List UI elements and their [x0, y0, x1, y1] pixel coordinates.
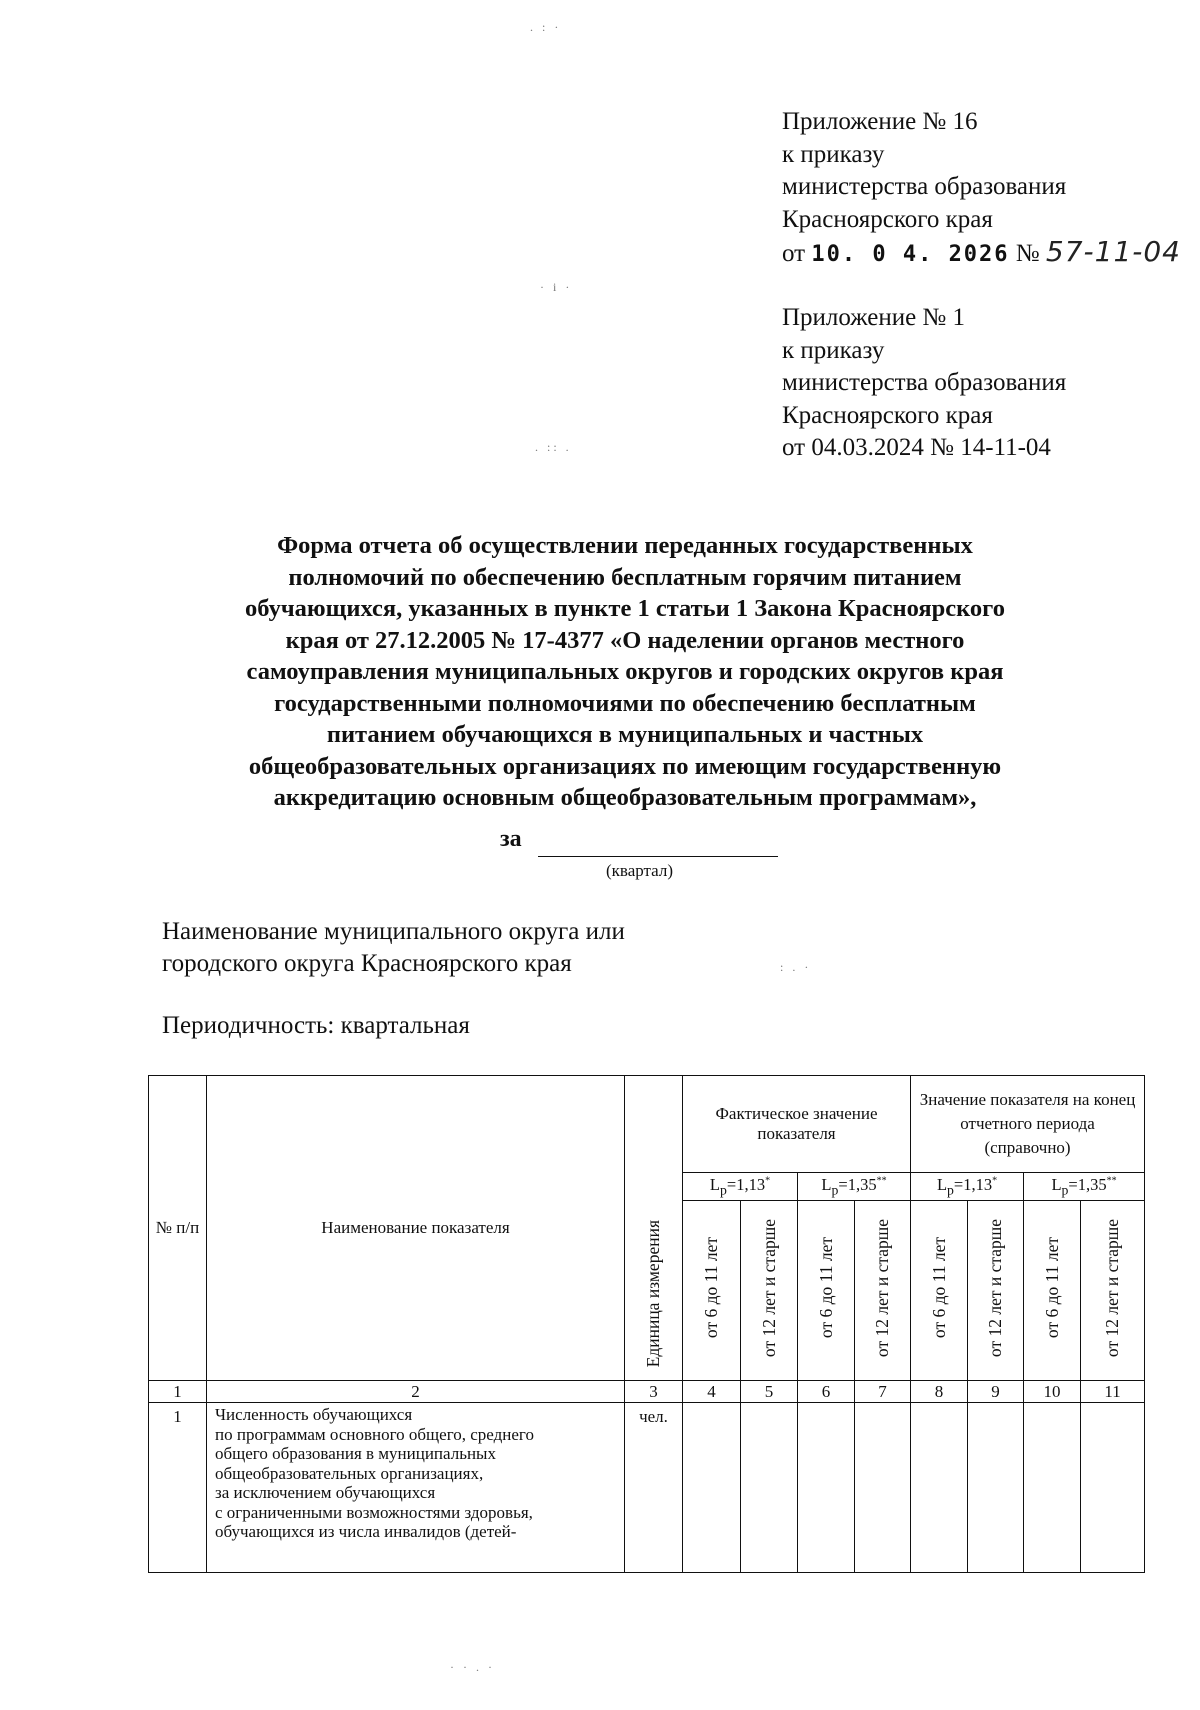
frequency-label: Периодичность: квартальная	[162, 1012, 470, 1039]
header-age-6-11: от 6 до 11 лет	[683, 1201, 741, 1381]
column-number: 8	[911, 1381, 968, 1403]
annex-current-date-line	[782, 236, 1181, 272]
header-age-12-plus: от 12 лет и старше	[1081, 1201, 1145, 1381]
value-cell[interactable]	[855, 1403, 911, 1573]
annex-original-line3: министерства образования	[782, 369, 1067, 396]
scan-noise: . :: .	[535, 440, 572, 454]
title-line: самоуправления муниципальных округов и городских округов края	[246, 658, 1004, 685]
value-cell[interactable]	[683, 1403, 741, 1573]
annex-current-handwritten-number: 57-11-04	[1045, 235, 1181, 268]
table-row	[149, 1403, 1145, 1573]
annex-original-line2: к приказу	[782, 336, 885, 364]
title-line: государственными полномочиями по обеспечению бесплатным	[274, 689, 976, 717]
header-lp-113: $L_р=1,13^*$	[911, 1173, 1024, 1201]
column-number: 6	[798, 1381, 855, 1403]
annex-current-line1: Приложение № 16	[782, 108, 978, 135]
title-line: питанием обучающихся в муниципальных и частных	[326, 721, 924, 748]
header-lp-135: $L_р=1,35^{**}$	[1024, 1173, 1145, 1201]
header-lp-135: $L_р=1,35^{**}$	[798, 1173, 911, 1201]
column-number: 3	[625, 1381, 683, 1403]
annex-current-date-stamp: 10. 0 4. 2026	[811, 242, 1010, 267]
scan-noise: · · . ·	[450, 1660, 495, 1674]
period-label: за	[500, 826, 522, 852]
header-actual-value: Фактическое значение показателя	[683, 1076, 911, 1173]
value-cell[interactable]	[968, 1403, 1024, 1573]
scan-noise: : . ·	[780, 960, 812, 974]
column-number: 10	[1024, 1381, 1081, 1403]
column-number: 9	[968, 1381, 1024, 1403]
annex-original-line5: от 04.03.2024 № 14-11-04	[782, 434, 1051, 461]
title-line: полномочий по обеспечению бесплатным горячим питанием	[288, 563, 962, 591]
row-indicator-name: Численность обучающихся по программам основного общего, среднего общего образования в муниципальных общеобразовательных организациях, за исключением обучающихся с ограниченными возможностями здоровья, обучающихся из числа инвалидов (детей-	[207, 1403, 625, 1573]
period-blank-line[interactable]	[538, 856, 778, 857]
column-number: 5	[741, 1381, 798, 1403]
column-number: 1	[149, 1381, 207, 1403]
scan-noise: . : ·	[530, 20, 562, 34]
header-num: № п/п	[149, 1076, 207, 1381]
title-line: общеобразовательных организациях по имеющим государственную	[248, 752, 1002, 780]
title-line: края от 27.12.2005 № 17-4377 «О наделении органов местного	[285, 626, 965, 654]
annex-current-line2: к приказу	[782, 140, 885, 168]
header-name: Наименование показателя	[207, 1076, 625, 1381]
annex-original-line1: Приложение № 1	[782, 304, 966, 331]
municipality-line1: Наименование муниципального округа или	[162, 918, 625, 945]
annex-current-block	[782, 106, 1181, 272]
column-number: 4	[683, 1381, 741, 1403]
annex-current-line3: министерства образования	[782, 173, 1067, 200]
row-unit: чел.	[625, 1403, 683, 1573]
header-lp-113: $L_р=1,13^*$	[683, 1173, 798, 1201]
header-unit: Единица измерения	[625, 1076, 683, 1381]
annex-original-line4: Красноярского края	[782, 401, 993, 429]
header-age-12-plus: от 12 лет и старше	[968, 1201, 1024, 1381]
header-reference-value: Значение показателя на конец отчетного периода (справочно)	[911, 1076, 1145, 1173]
value-cell[interactable]	[1081, 1403, 1145, 1573]
column-number: 2	[207, 1381, 625, 1403]
title-line: обучающихся, указанных в пункте 1 статьи 1 Закона Красноярского	[245, 595, 1005, 622]
value-cell[interactable]	[798, 1403, 855, 1573]
document-title	[160, 530, 1090, 814]
annex-current-line4: Красноярского края	[782, 205, 993, 233]
header-age-12-plus: от 12 лет и старше	[741, 1201, 798, 1381]
municipality-line2: городского округа Красноярского края	[162, 950, 572, 977]
row-number: 1	[149, 1403, 207, 1573]
column-number: 7	[855, 1381, 911, 1403]
title-line: аккредитацию основным общеобразовательным программам»,	[273, 784, 977, 811]
value-cell[interactable]	[741, 1403, 798, 1573]
municipality-label	[162, 916, 625, 980]
value-cell[interactable]	[1024, 1403, 1081, 1573]
header-age-12-plus: от 12 лет и старше	[855, 1201, 911, 1381]
annex-current-number-sign: №	[1015, 240, 1040, 267]
header-age-6-11: от 6 до 11 лет	[798, 1201, 855, 1381]
title-line: Форма отчета об осуществлении переданных государственных	[277, 532, 973, 559]
value-cell[interactable]	[911, 1403, 968, 1573]
header-age-6-11: от 6 до 11 лет	[1024, 1201, 1081, 1381]
column-number: 11	[1081, 1381, 1145, 1403]
annex-original-block	[782, 302, 1066, 465]
annex-current-date-prefix: от	[782, 240, 806, 267]
scan-noise: · i ·	[540, 280, 573, 294]
header-age-6-11: от 6 до 11 лет	[911, 1201, 968, 1381]
period-caption: (квартал)	[606, 861, 674, 880]
report-table	[148, 1075, 1145, 1573]
